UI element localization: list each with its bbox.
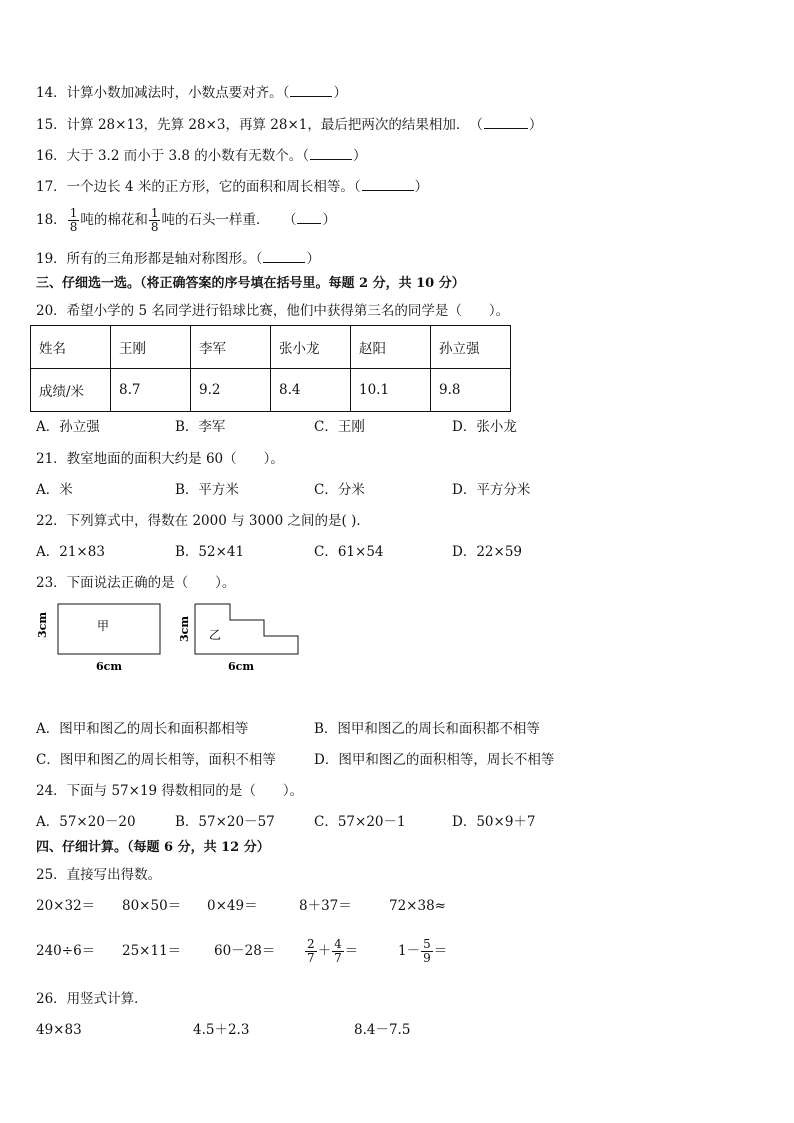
question-17 (36, 177, 428, 196)
width-label: 6cm (228, 660, 254, 673)
paren-close: ） (353, 148, 367, 164)
section-heading-4: 四、仔细计算。（每题 6 分，共 12 分） (36, 840, 270, 855)
option-a[interactable]: A．图甲和图乙的周长和面积都相等 (36, 721, 249, 737)
calc-item: 8＋37＝ (299, 898, 352, 914)
calc-item: 25×11＝ (122, 943, 182, 959)
option-b[interactable]: B．52×41 (175, 544, 245, 560)
option-a[interactable]: A．57×20－20 (36, 814, 136, 830)
paren-close: ） (333, 85, 347, 101)
denominator: 8 (69, 220, 78, 234)
fig-label-jia: 甲 (97, 619, 110, 633)
question-26: 26．用竖式计算． (36, 991, 148, 1007)
denominator: 7 (307, 951, 315, 965)
fraction (421, 938, 433, 965)
answer-blank[interactable] (263, 249, 305, 263)
option-c[interactable]: C．分米 (314, 482, 365, 498)
table-cell: 9.2 (191, 369, 271, 412)
numerator: 1 (69, 206, 78, 220)
option-b[interactable]: B．平方米 (175, 482, 239, 498)
denominator: 8 (150, 220, 159, 234)
option-a[interactable]: A．米 (36, 482, 73, 498)
question-text: 19．所有的三角形都是轴对称图形。（ (36, 251, 263, 267)
numerator: 1 (150, 206, 159, 220)
question-text: 16．大于 3.2 而小于 3.8 的小数有无数个。（ (36, 148, 310, 164)
fraction-diff (398, 932, 447, 970)
question-20: 20．希望小学的 5 名同学进行铅球比赛，他们中获得第三名的同学是（ ）。 (36, 303, 510, 319)
question-16 (36, 146, 367, 165)
option-c[interactable]: C．61×54 (314, 544, 384, 560)
table-cell: 成绩/米 (31, 369, 111, 412)
fig-label-yi: 乙 (209, 628, 222, 642)
section-heading-3: 三、仔细选一选。（将正确答案的序号填在括号里。每题 2 分，共 10 分） (36, 276, 465, 291)
option-d[interactable]: D．张小龙 (452, 419, 517, 435)
answer-blank[interactable] (290, 83, 332, 97)
question-24: 24．下面与 57×19 得数相同的是（ ）。 (36, 783, 304, 799)
calc-item: 0×49＝ (207, 898, 258, 914)
option-d[interactable]: D．22×59 (452, 544, 522, 560)
fraction (332, 938, 344, 965)
table-cell: 10.1 (351, 369, 431, 412)
option-c[interactable]: C．57×20－1 (314, 814, 406, 830)
width-label: 6cm (96, 660, 122, 673)
operand: 1－ (398, 943, 421, 959)
denominator: 7 (334, 951, 342, 965)
option-d[interactable]: D．50×9＋7 (452, 814, 536, 830)
answer-blank[interactable] (310, 146, 352, 160)
question-14 (36, 83, 347, 102)
question-19 (36, 249, 320, 268)
option-c[interactable]: C．图甲和图乙的周长相等，面积不相等 (36, 752, 276, 768)
table-cell: 赵阳 (351, 326, 431, 369)
answer-blank[interactable] (297, 210, 321, 224)
question-text: 吨的棉花和 (80, 212, 148, 228)
question-text: 15．计算 28×13，先算 28×3，再算 28×1，最后把两次的结果相加． （ (36, 117, 483, 133)
question-text: 14．计算小数加减法时，小数点要对齐。（ (36, 85, 290, 101)
question-21: 21．教室地面的面积大约是 60（ ）。 (36, 451, 284, 467)
calc-item: 80×50＝ (122, 898, 182, 914)
calc-item: 240÷6＝ (36, 943, 96, 959)
question-number: 18． (36, 212, 67, 228)
question-text: 17．一个边长 4 米的正方形，它的面积和周长相等。（ (36, 179, 361, 195)
fraction (68, 207, 80, 234)
question-text: 吨的石头一样重． （ (161, 212, 297, 228)
question-23: 23．下面说法正确的是（ ）。 (36, 575, 236, 591)
paren-close: ） (414, 179, 429, 195)
answer-blank[interactable] (362, 177, 414, 191)
table-row (31, 369, 511, 412)
height-label: 3cm (178, 616, 191, 642)
calc-item: 49×83 (36, 1022, 82, 1038)
question-25: 25．直接写出得数。 (36, 867, 162, 883)
numerator: 4 (334, 937, 342, 951)
answer-blank[interactable] (484, 115, 528, 129)
question-22: 22．下列算式中，得数在 2000 与 3000 之间的是( )． (36, 513, 370, 529)
option-c[interactable]: C．王刚 (314, 419, 365, 435)
fraction-sum (304, 932, 358, 970)
height-label: 3cm (36, 612, 49, 638)
equals: ＝ (344, 943, 359, 959)
option-b[interactable]: B．李军 (175, 419, 226, 435)
fraction (305, 938, 317, 965)
numerator: 5 (423, 937, 431, 951)
calc-item: 20×32＝ (36, 898, 96, 914)
option-d[interactable]: D．平方分米 (452, 482, 531, 498)
equals: ＝ (433, 943, 448, 959)
numerator: 2 (307, 937, 315, 951)
paren-close: ） (322, 212, 336, 228)
option-d[interactable]: D．图甲和图乙的面积相等，周长不相等 (314, 752, 555, 768)
calc-item: 8.4－7.5 (354, 1022, 411, 1038)
paren-close: ） (306, 251, 320, 267)
calc-item: 4.5＋2.3 (193, 1022, 250, 1038)
fraction (149, 207, 161, 234)
operator: ＋ (317, 943, 332, 959)
option-b[interactable]: B．57×20－57 (175, 814, 275, 830)
table-cell: 9.8 (431, 369, 511, 412)
option-a[interactable]: A．孙立强 (36, 419, 100, 435)
denominator: 9 (423, 951, 431, 965)
shapes-figure (36, 600, 316, 680)
question-18 (36, 203, 336, 237)
paren-close: ） (528, 117, 543, 133)
table-cell: 8.4 (271, 369, 351, 412)
question-15 (36, 115, 542, 134)
table-header-row (31, 326, 511, 369)
calc-item: 60－28＝ (214, 943, 276, 959)
option-b[interactable]: B．图甲和图乙的周长和面积都不相等 (314, 721, 540, 737)
score-table (30, 325, 511, 412)
table-cell: 王刚 (111, 326, 191, 369)
table-cell: 张小龙 (271, 326, 351, 369)
table-cell: 李军 (191, 326, 271, 369)
table-cell: 姓名 (31, 326, 111, 369)
table-cell: 8.7 (111, 369, 191, 412)
option-a[interactable]: A．21×83 (36, 544, 105, 560)
table-cell: 孙立强 (431, 326, 511, 369)
calc-item: 72×38≈ (389, 898, 446, 914)
